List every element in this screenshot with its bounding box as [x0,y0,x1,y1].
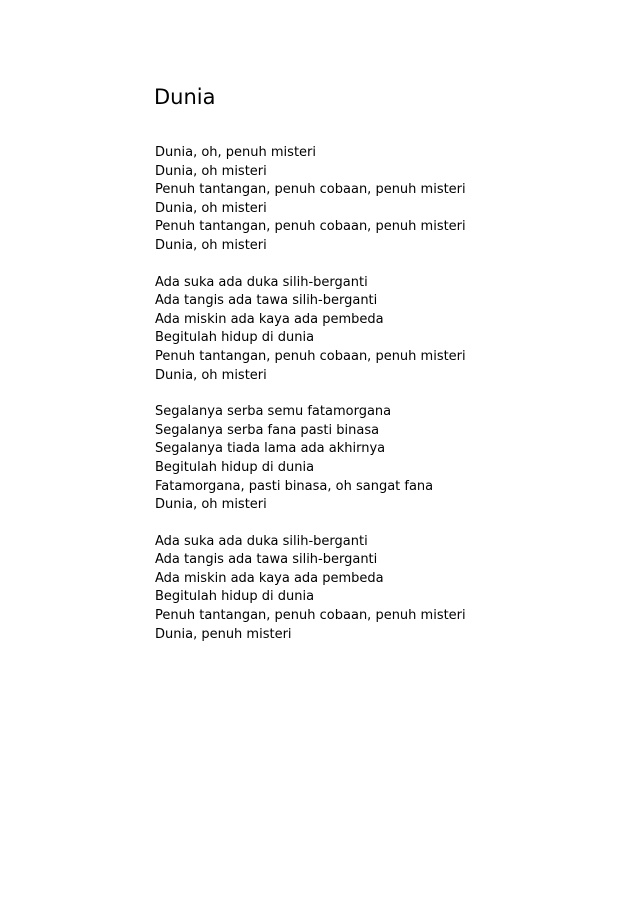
lyrics-body [155,144,595,662]
lyric-line: Ada miskin ada kaya ada pembeda [155,311,384,327]
lyric-line: Begitulah hidup di dunia [155,589,315,605]
stanza-3 [155,403,595,515]
page-title: Dunia [154,85,216,109]
lyric-line: Dunia, penuh misteri [155,626,292,642]
lyric-line: Penuh tantangan, penuh cobaan, penuh misteri [155,348,466,364]
stanza-4 [155,533,595,645]
lyric-line: Penuh tantangan, penuh cobaan, penuh misteri [155,219,466,235]
lyric-line: Begitulah hidup di dunia [155,330,315,346]
lyric-line: Dunia, oh misteri [155,237,267,253]
lyric-line: Ada tangis ada tawa silih-berganti [155,552,378,568]
lyric-line: Dunia, oh misteri [155,367,267,383]
lyric-line: Segalanya serba semu fatamorgana [155,404,392,420]
stanza-1 [155,144,595,256]
lyric-line: Ada tangis ada tawa silih-berganti [155,293,378,309]
lyric-line: Fatamorgana, pasti binasa, oh sangat fana [155,478,434,494]
lyric-line: Dunia, oh misteri [155,163,267,179]
lyric-line: Segalanya serba fana pasti binasa [155,422,380,438]
lyric-line: Ada miskin ada kaya ada pembeda [155,570,384,586]
lyric-line: Penuh tantangan, penuh cobaan, penuh misteri [155,608,466,624]
lyric-line: Begitulah hidup di dunia [155,459,315,475]
lyric-line: Segalanya tiada lama ada akhirnya [155,441,386,457]
lyric-line: Dunia, oh misteri [155,497,267,513]
lyric-line: Ada suka ada duka silih-berganti [155,274,368,290]
lyric-line: Ada suka ada duka silih-berganti [155,533,368,549]
lyric-line: Penuh tantangan, penuh cobaan, penuh misteri [155,182,466,198]
stanza-2 [155,274,595,386]
lyric-line: Dunia, oh misteri [155,200,267,216]
lyric-line: Dunia, oh, penuh misteri [155,145,316,160]
